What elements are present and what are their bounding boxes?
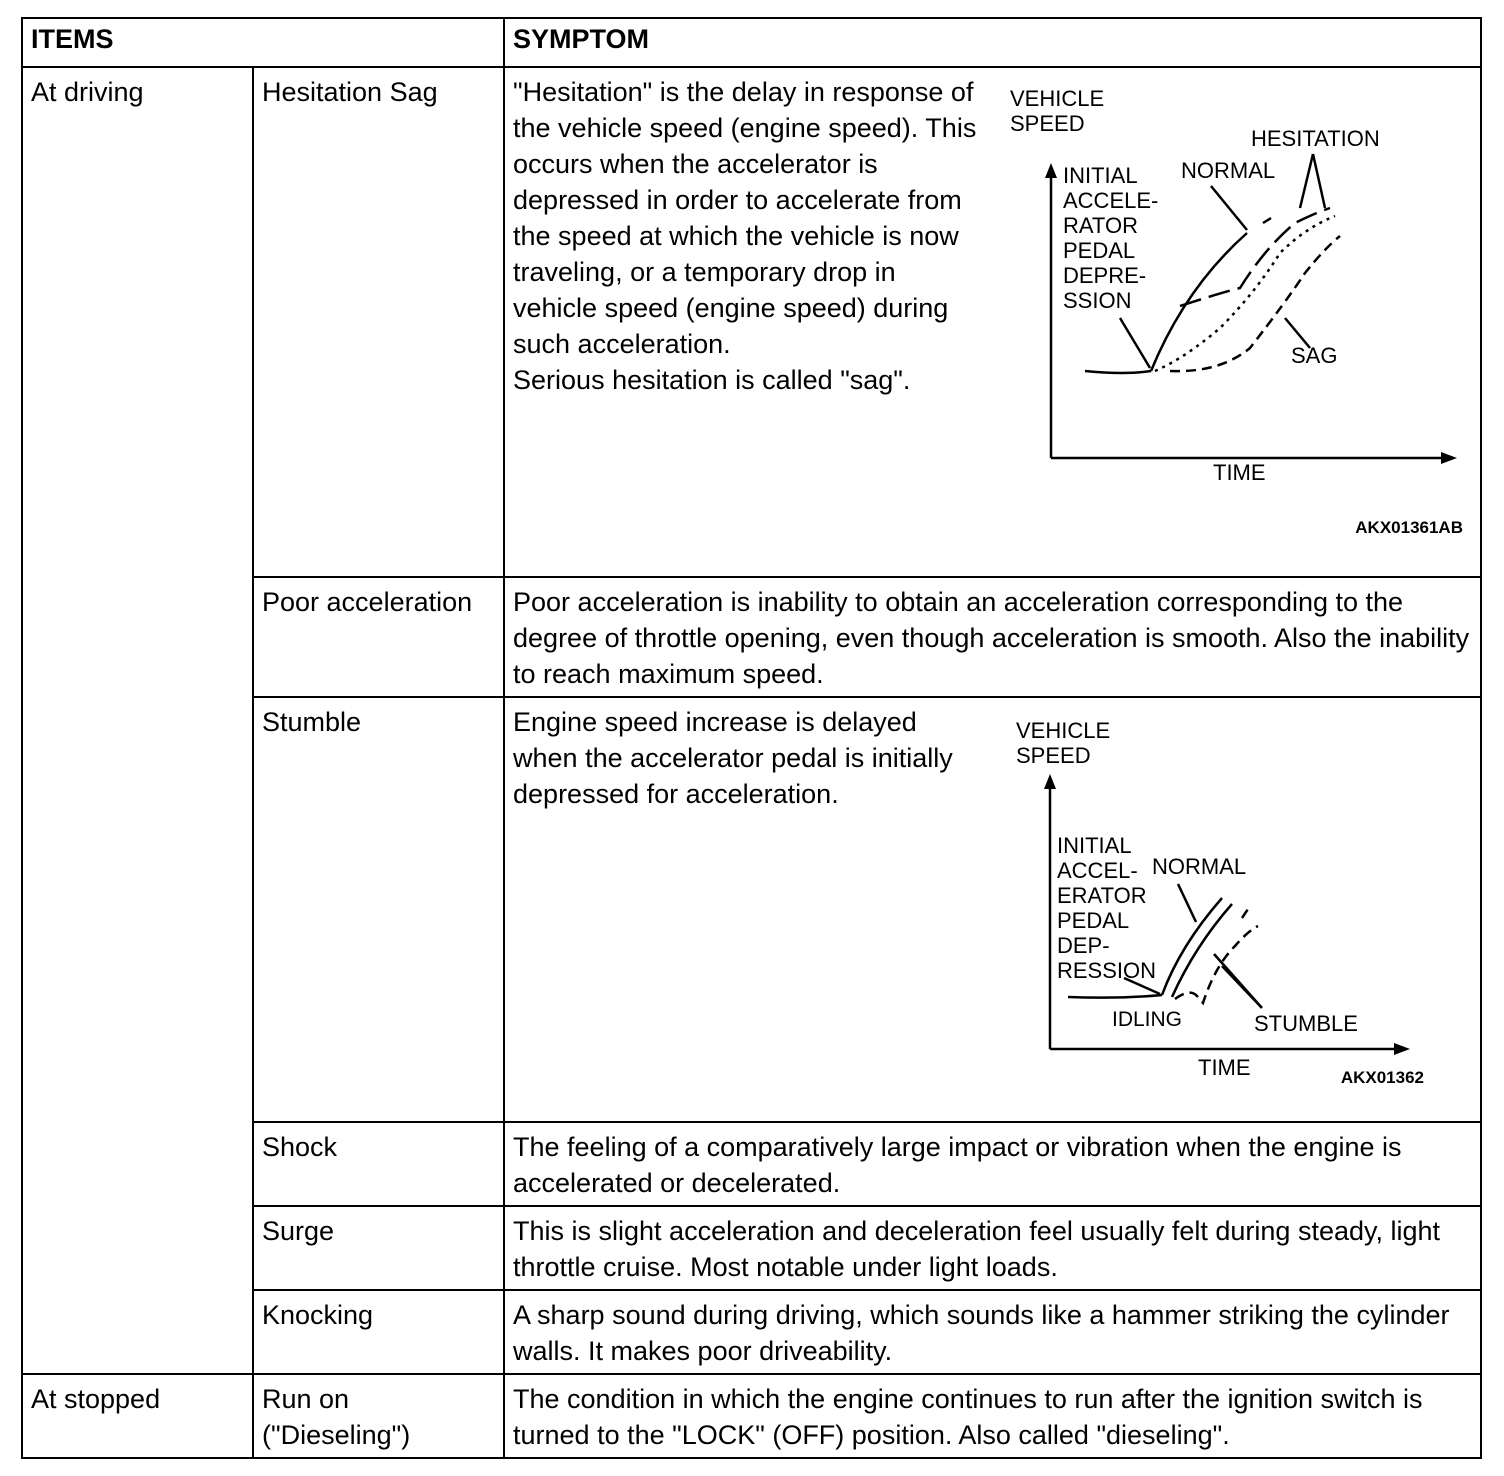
hesitation-figure (995, 78, 1475, 538)
table-row (22, 1374, 1481, 1458)
fig2-ylabel-2: SPEED (1016, 743, 1091, 768)
table-row (22, 67, 1481, 577)
fig1-hesitation-label: HESITATION (1251, 126, 1380, 151)
fig1-normal-curve (1151, 233, 1247, 371)
fig1-ylabel-1: VEHICLE (1010, 86, 1105, 111)
fig1-initial-3: RATOR (1063, 213, 1138, 238)
fig1-initial-2: ACCELE- (1063, 188, 1159, 213)
fig1-normal-tail (1263, 218, 1271, 223)
fig2-initial-2: ACCEL- (1057, 858, 1138, 883)
fig1-initial-leader (1120, 318, 1150, 368)
symptom-knocking: A sharp sound during driving, which sounds like a hammer striking the cylinder walls. It makes poor driveability. (504, 1290, 1481, 1374)
fig2-stumble-tail (1242, 906, 1250, 918)
fig1-x-arrow (1441, 452, 1457, 464)
fig1-initial-6: SSION (1063, 288, 1132, 313)
fig1-idle-line (1085, 371, 1151, 373)
item-stumble: Stumble (253, 697, 504, 1122)
item-surge: Surge (253, 1206, 504, 1290)
item-shock: Shock (253, 1122, 504, 1206)
fig2-x-arrow (1394, 1043, 1410, 1055)
fig1-code: AKX01361AB (1355, 518, 1464, 537)
item-poor-acceleration: Poor acceleration (253, 577, 504, 697)
fig1-initial-4: PEDAL (1063, 238, 1136, 263)
fig1-y-arrow (1045, 163, 1057, 178)
symptom-run-on: The condition in which the engine continues to run after the ignition switch is turned to the "LOCK" (OFF) position. Also called "dieseling". (504, 1374, 1481, 1458)
fig2-initial-3: ERATOR (1057, 883, 1147, 908)
header-items: ITEMS (22, 18, 504, 67)
fig2-normal-leader (1178, 884, 1196, 922)
symptom-hesitation-desc: "Hesitation" is the delay in response of the vehicle speed (engine speed). This occurs when the accelerator is depressed in order to accelerate from the speed at which the vehicle is now traveling, or a temporary drop in vehicle speed (engine speed) during such acceleration. (513, 77, 977, 359)
fig1-normal-leader (1211, 186, 1247, 230)
fig2-initial-5: DEP- (1057, 933, 1110, 958)
fig2-normal-curve-2 (1172, 904, 1232, 997)
symptom-poor-acceleration: Poor acceleration is inability to obtain an acceleration corresponding to the degree of throttle opening, even though acceleration is smooth. Also the inability to reach maximum speed. (504, 577, 1481, 697)
category-at-stopped: At stopped (22, 1374, 253, 1458)
fig2-idle-line (1068, 995, 1162, 998)
symptom-surge: This is slight acceleration and deceleration feel usually felt during steady, light throttle cruise. Most notable under light loads. (504, 1206, 1481, 1290)
fig2-code: AKX01362 (1340, 1068, 1425, 1087)
item-hesitation-sag: Hesitation Sag (253, 67, 504, 577)
fig2-y-arrow (1044, 774, 1056, 789)
symptom-sag-desc: Serious hesitation is called "sag". (513, 365, 911, 395)
fig2-initial-1: INITIAL (1057, 833, 1132, 858)
fig1-normal-label: NORMAL (1181, 158, 1276, 183)
symptom-shock: The feeling of a comparatively large impact or vibration when the engine is accelerated or decelerated. (504, 1122, 1481, 1206)
symptom-hesitation-cell (504, 67, 1481, 577)
fig2-stumble-leader (1214, 954, 1262, 1008)
symptom-stumble-desc: Engine speed increase is delayed when the accelerator pedal is initially depressed for acceleration. (513, 707, 953, 809)
fig1-hesitation-leader (1300, 154, 1325, 208)
fig2-xlabel: TIME (1198, 1055, 1251, 1080)
item-knocking: Knocking (253, 1290, 504, 1374)
fig2-initial-6: RESSION (1057, 958, 1157, 983)
symptom-hesitation-text (513, 74, 983, 398)
header-row (22, 18, 1481, 67)
fig2-initial-4: PEDAL (1057, 908, 1130, 933)
fig1-hesitation-curve (1180, 208, 1330, 306)
symptom-stumble-cell (504, 697, 1481, 1122)
item-run-on: Run on ("Dieseling") (253, 1374, 504, 1458)
fig1-sag-label: SAG (1291, 343, 1338, 368)
header-symptom: SYMPTOM (504, 18, 1481, 67)
fig1-xlabel: TIME (1213, 460, 1266, 485)
category-at-driving: At driving (22, 67, 253, 1374)
fig1-initial-5: DEPRE- (1063, 263, 1147, 288)
fig1-initial-1: INITIAL (1063, 163, 1138, 188)
fig2-idling-label: IDLING (1112, 1008, 1183, 1031)
stumble-figure (1000, 716, 1440, 1096)
symptoms-table (21, 17, 1482, 1459)
fig2-ylabel-1: VEHICLE (1016, 718, 1111, 743)
fig2-stumble-label: STUMBLE (1254, 1011, 1358, 1036)
fig1-ylabel-2: SPEED (1010, 111, 1085, 136)
fig2-normal-label: NORMAL (1152, 854, 1247, 879)
